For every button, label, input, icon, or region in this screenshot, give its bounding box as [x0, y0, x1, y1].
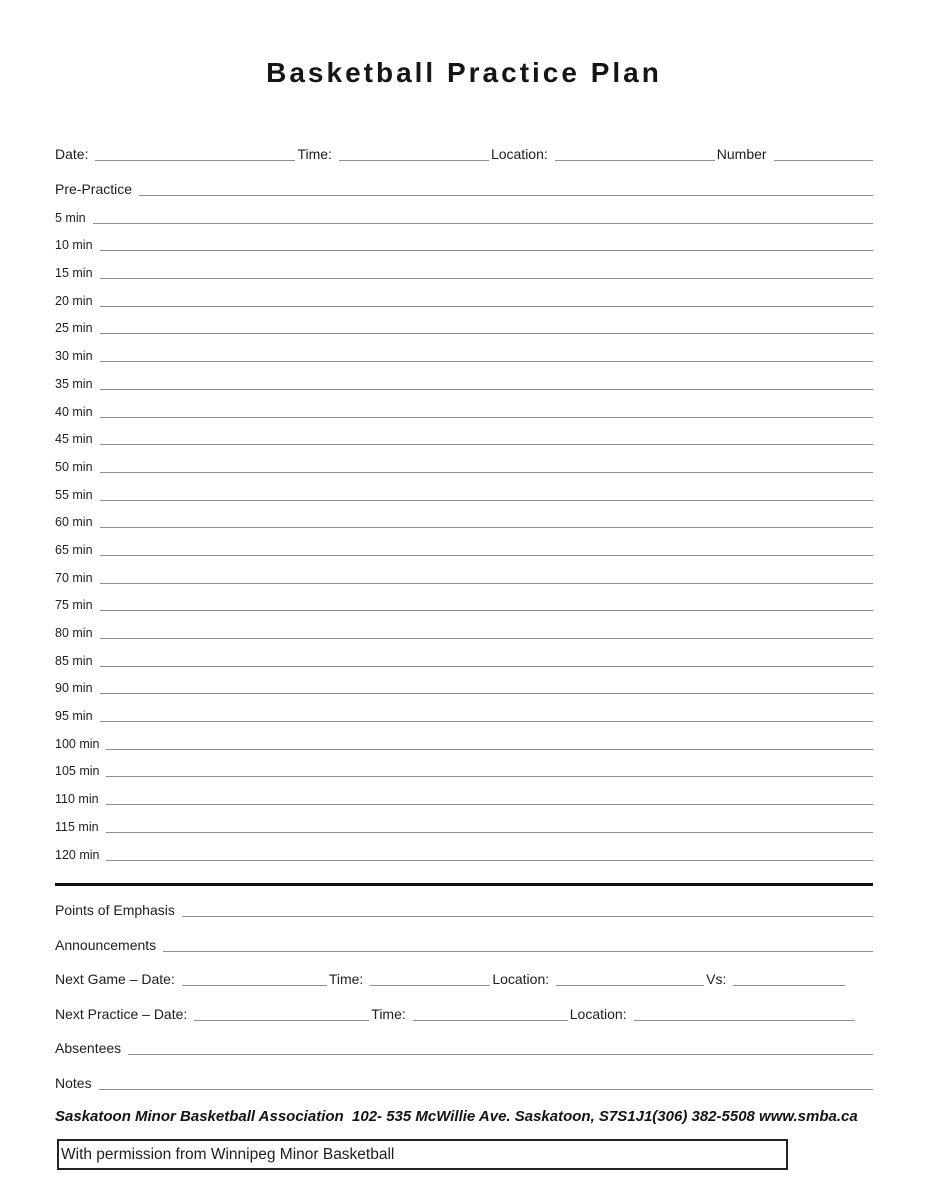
schedule-row — [55, 476, 873, 504]
absentees-blank[interactable] — [128, 1054, 873, 1055]
next-game-time-label: Time: — [328, 971, 364, 988]
date-blank[interactable] — [95, 160, 295, 161]
minute-blank[interactable] — [106, 860, 873, 861]
minute-blank[interactable] — [106, 804, 873, 805]
minute-blank[interactable] — [100, 333, 873, 334]
minute-blank[interactable] — [100, 555, 873, 556]
minute-label: 45 min — [55, 432, 93, 447]
minute-label: 60 min — [55, 515, 93, 530]
minute-label: 100 min — [55, 736, 100, 751]
minute-label: 25 min — [55, 321, 93, 336]
minute-blank[interactable] — [106, 776, 873, 777]
minute-blank[interactable] — [100, 583, 873, 584]
next-game-date-label: Next Game – Date: — [55, 971, 175, 988]
minute-blank[interactable] — [100, 389, 873, 390]
minute-label: 105 min — [55, 764, 100, 779]
minute-label: 115 min — [55, 819, 99, 834]
next-game-location-label: Location: — [492, 971, 550, 988]
minute-blank[interactable] — [100, 693, 873, 694]
absentees-label: Absentees — [55, 1040, 122, 1057]
notes-blank[interactable] — [99, 1089, 873, 1090]
minute-label: 40 min — [55, 404, 93, 419]
minute-blank[interactable] — [106, 832, 873, 833]
next-game-time-blank[interactable] — [370, 985, 490, 986]
schedule-row — [55, 836, 873, 864]
location-blank[interactable] — [555, 160, 715, 161]
minute-blank[interactable] — [100, 527, 873, 528]
notes-row — [55, 1058, 873, 1093]
minute-blank[interactable] — [100, 306, 873, 307]
minute-label: 55 min — [55, 487, 93, 502]
minute-label: 20 min — [55, 293, 93, 308]
announcements-row — [55, 920, 873, 955]
next-game-vs-blank[interactable] — [733, 985, 845, 986]
next-practice-date-blank[interactable] — [194, 1020, 369, 1021]
pre-practice-blank[interactable] — [139, 195, 873, 196]
minute-label: 75 min — [55, 598, 93, 613]
permission-box — [57, 1139, 788, 1170]
points-of-emphasis-row — [55, 886, 873, 921]
schedule-section — [55, 199, 873, 864]
minute-blank[interactable] — [100, 638, 873, 639]
date-label: Date: — [55, 146, 89, 162]
schedule-row — [55, 614, 873, 642]
minute-label: 50 min — [55, 459, 93, 474]
minute-label: 85 min — [55, 653, 93, 668]
next-practice-location-label: Location: — [569, 1005, 627, 1022]
pre-practice-label: Pre-Practice — [55, 181, 133, 197]
minute-blank[interactable] — [100, 361, 873, 362]
minute-blank[interactable] — [100, 417, 873, 418]
minute-blank[interactable] — [100, 500, 873, 501]
minute-label: 120 min — [55, 847, 100, 862]
pre-practice-row — [55, 166, 873, 199]
minute-label: 30 min — [55, 349, 93, 364]
next-practice-location-blank[interactable] — [634, 1020, 855, 1021]
minute-blank[interactable] — [100, 278, 873, 279]
points-of-emphasis-label: Points of Emphasis — [55, 902, 175, 919]
minute-label: 15 min — [55, 266, 93, 281]
absentees-row — [55, 1024, 873, 1059]
schedule-row — [55, 753, 873, 781]
next-practice-time-blank[interactable] — [413, 1020, 568, 1021]
minute-blank[interactable] — [100, 472, 873, 473]
minute-label: 70 min — [55, 570, 93, 585]
info-row — [55, 131, 873, 164]
minute-label: 65 min — [55, 542, 93, 557]
announcements-label: Announcements — [55, 936, 157, 953]
minute-blank[interactable] — [106, 749, 873, 750]
minute-blank[interactable] — [100, 610, 873, 611]
minute-blank[interactable] — [100, 721, 873, 722]
schedule-row — [55, 227, 873, 255]
schedule-row — [55, 670, 873, 698]
points-of-emphasis-blank[interactable] — [182, 916, 873, 917]
schedule-row — [55, 448, 873, 476]
next-practice-date-label: Next Practice – Date: — [55, 1005, 188, 1022]
number-label: Number — [716, 146, 767, 162]
next-practice-time-label: Time: — [371, 1005, 406, 1022]
schedule-row — [55, 365, 873, 393]
schedule-row — [55, 199, 873, 227]
schedule-row — [55, 282, 873, 310]
minute-blank[interactable] — [100, 666, 873, 667]
permission-text: With permission from Winnipeg Minor Basketball — [61, 1146, 395, 1164]
location-label: Location: — [490, 146, 548, 162]
association-footer: Saskatoon Minor Basketball Association 102- 535 McWillie Ave. Saskatoon, S7S1J1(306) 382-5508 www.smba.ca — [55, 1108, 858, 1126]
schedule-row — [55, 393, 873, 421]
notes-label: Notes — [55, 1075, 92, 1092]
minute-label: 35 min — [55, 376, 93, 391]
schedule-row — [55, 504, 873, 532]
minute-blank[interactable] — [100, 444, 873, 445]
time-blank[interactable] — [339, 160, 489, 161]
schedule-row — [55, 587, 873, 615]
minute-label: 110 min — [55, 792, 99, 807]
schedule-row — [55, 642, 873, 670]
schedule-row — [55, 559, 873, 587]
schedule-row — [55, 725, 873, 753]
schedule-row — [55, 421, 873, 449]
schedule-row — [55, 254, 873, 282]
minute-label: 80 min — [55, 626, 93, 640]
schedule-row — [55, 310, 873, 338]
next-game-row — [55, 955, 873, 990]
minute-label: 10 min — [55, 238, 93, 253]
schedule-row — [55, 697, 873, 725]
schedule-row — [55, 337, 873, 365]
minute-label: 90 min — [55, 681, 93, 696]
number-blank[interactable] — [774, 160, 873, 161]
schedule-row — [55, 808, 873, 836]
minute-label: 5 min — [55, 210, 86, 225]
next-game-location-blank[interactable] — [556, 985, 704, 986]
announcements-blank[interactable] — [163, 951, 873, 952]
next-practice-row — [55, 989, 873, 1024]
next-game-date-blank[interactable] — [182, 985, 327, 986]
schedule-row — [55, 780, 873, 808]
schedule-row — [55, 531, 873, 559]
minute-blank[interactable] — [100, 250, 873, 251]
next-game-vs-label: Vs: — [706, 971, 727, 988]
time-label: Time: — [297, 146, 332, 162]
page-title: Basketball Practice Plan — [266, 57, 662, 88]
minute-label: 95 min — [55, 709, 93, 724]
minute-blank[interactable] — [93, 223, 873, 224]
